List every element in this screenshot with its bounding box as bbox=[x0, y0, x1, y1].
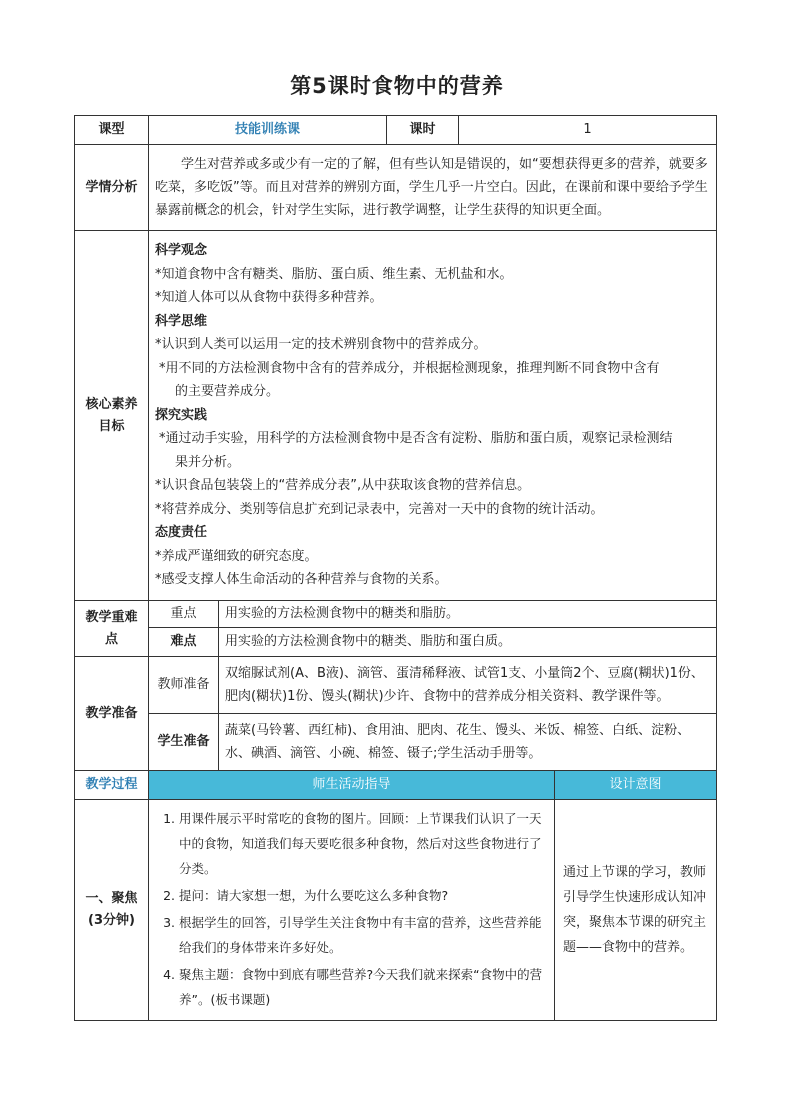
process-label: 教学过程 bbox=[75, 771, 149, 800]
design-intent-text: 通过上节课的学习，教师引导学生快速形成认知冲突，聚焦本节课的研究主题——食物中的营养。 bbox=[555, 800, 717, 1021]
goal-item: *感受支撑人体生命活动的各种营养与食物的关系。 bbox=[155, 572, 448, 588]
goal-heading: 态度责任 bbox=[155, 525, 208, 541]
hours-value: 1 bbox=[459, 116, 717, 145]
goal-heading: 科学观念 bbox=[155, 243, 208, 259]
goal-item: *认识食品包装袋上的“营养成分表”,从中获取该食物的营养信息。 bbox=[155, 478, 531, 494]
goal-item-cont: 果并分析。 bbox=[175, 454, 241, 470]
row-student-prep bbox=[75, 714, 717, 771]
stage-activities bbox=[149, 800, 555, 1021]
goal-item: *用不同的方法检测食物中含有的营养成分，并根据检测现象，推理判断不同食物中含有 bbox=[159, 360, 660, 376]
goal-heading: 探究实践 bbox=[155, 407, 208, 423]
goals-content bbox=[149, 231, 717, 601]
goal-item-cont: 的主要营养成分。 bbox=[175, 384, 280, 400]
row-difficulty bbox=[75, 628, 717, 657]
stage-name: 一、聚焦 bbox=[85, 891, 138, 906]
goal-item: *养成严谨细致的研究态度。 bbox=[155, 548, 318, 564]
row-process-header bbox=[75, 771, 717, 800]
prep-label: 教学准备 bbox=[75, 657, 149, 771]
course-type-value: 技能训练课 bbox=[149, 116, 387, 145]
page-title: 第5课时食物中的营养 bbox=[290, 74, 504, 98]
stage-time: (3分钟) bbox=[88, 913, 135, 928]
student-prep-label: 学生准备 bbox=[149, 714, 219, 771]
row-stage-focus bbox=[75, 800, 717, 1021]
goal-item: *将营养成分、类别等信息扩充到记录表中，完善对一天中的食物的统计活动。 bbox=[155, 501, 604, 517]
goals-label-line2: 目标 bbox=[98, 418, 125, 434]
row-focus bbox=[75, 601, 717, 628]
step-item: 4. 聚焦主题：食物中到底有哪些营养?今天我们就来探索“食物中的营养”。(板书课题) bbox=[179, 962, 546, 1012]
row-teacher-prep bbox=[75, 657, 717, 714]
goal-item: *通过动手实验，用科学的方法检测食物中是否含有淀粉、脂肪和蛋白质，观察记录检测结 bbox=[159, 431, 673, 447]
key-label: 教学重难点 bbox=[75, 601, 149, 657]
difficulty-label: 难点 bbox=[149, 628, 219, 657]
goals-label bbox=[75, 231, 149, 601]
goal-item: *知道食物中含有糖类、脂肪、蛋白质、维生素、无机盐和水。 bbox=[155, 266, 513, 282]
teacher-prep-label: 教师准备 bbox=[149, 657, 219, 714]
row-goals bbox=[75, 231, 717, 601]
difficulty-text: 用实验的方法检测食物中的糖类、脂肪和蛋白质。 bbox=[219, 628, 717, 657]
row-course-type bbox=[75, 116, 717, 145]
teacher-prep-text: 双缩脲试剂(A、B液)、滴管、蛋清稀释液、试管1支、小量筒2个、豆腐(糊状)1份、肥肉(糊状)1份、馒头(糊状)少许、食物中的营养成分相关资料、教学课件等。 bbox=[219, 657, 717, 714]
goals-label-line1: 核心素养 bbox=[85, 396, 138, 412]
course-type-label: 课型 bbox=[75, 116, 149, 145]
design-intent-header: 设计意图 bbox=[555, 771, 717, 800]
analysis-text: 学生对营养或多或少有一定的了解，但有些认知是错误的，如“要想获得更多的营养，就要多吃菜，多吃饭”等。而且对营养的辨别方面，学生几乎一片空白。因此，在课前和课中要给予学生暴露前概念的机会，针对学生实际，进行教学调整，让学生获得的知识更全面。 bbox=[149, 145, 717, 231]
focus-text: 用实验的方法检测食物中的糖类和脂肪。 bbox=[219, 601, 717, 628]
goal-item: *认识到人类可以运用一定的技术辨别食物中的营养成分。 bbox=[155, 337, 487, 353]
analysis-label: 学情分析 bbox=[75, 145, 149, 231]
step-item: 3. 根据学生的回答，引导学生关注食物中有丰富的营养，这些营养能给我们的身体带来许多好处。 bbox=[179, 910, 546, 960]
hours-label: 课时 bbox=[387, 116, 459, 145]
row-analysis bbox=[75, 145, 717, 231]
lesson-plan-table bbox=[74, 115, 717, 1021]
goal-heading: 科学思维 bbox=[155, 313, 208, 329]
focus-label: 重点 bbox=[149, 601, 219, 628]
step-item: 2. 提问：请大家想一想，为什么要吃这么多种食物? bbox=[179, 883, 546, 908]
student-prep-text: 蔬菜(马铃薯、西红柿)、食用油、肥肉、花生、馒头、米饭、棉签、白纸、淀粉、水、碘酒、滴管、小碗、棉签、镊子;学生活动手册等。 bbox=[219, 714, 717, 771]
goal-item: *知道人体可以从食物中获得多种营养。 bbox=[155, 290, 383, 306]
teacher-guide-header: 师生活动指导 bbox=[149, 771, 555, 800]
steps-list bbox=[157, 806, 546, 1012]
step-item: 1. 用课件展示平时常吃的食物的图片。回顾：上节课我们认识了一天中的食物，知道我们每天要吃很多种食物，然后对这些食物进行了分类。 bbox=[179, 806, 546, 881]
stage-label bbox=[75, 800, 149, 1021]
